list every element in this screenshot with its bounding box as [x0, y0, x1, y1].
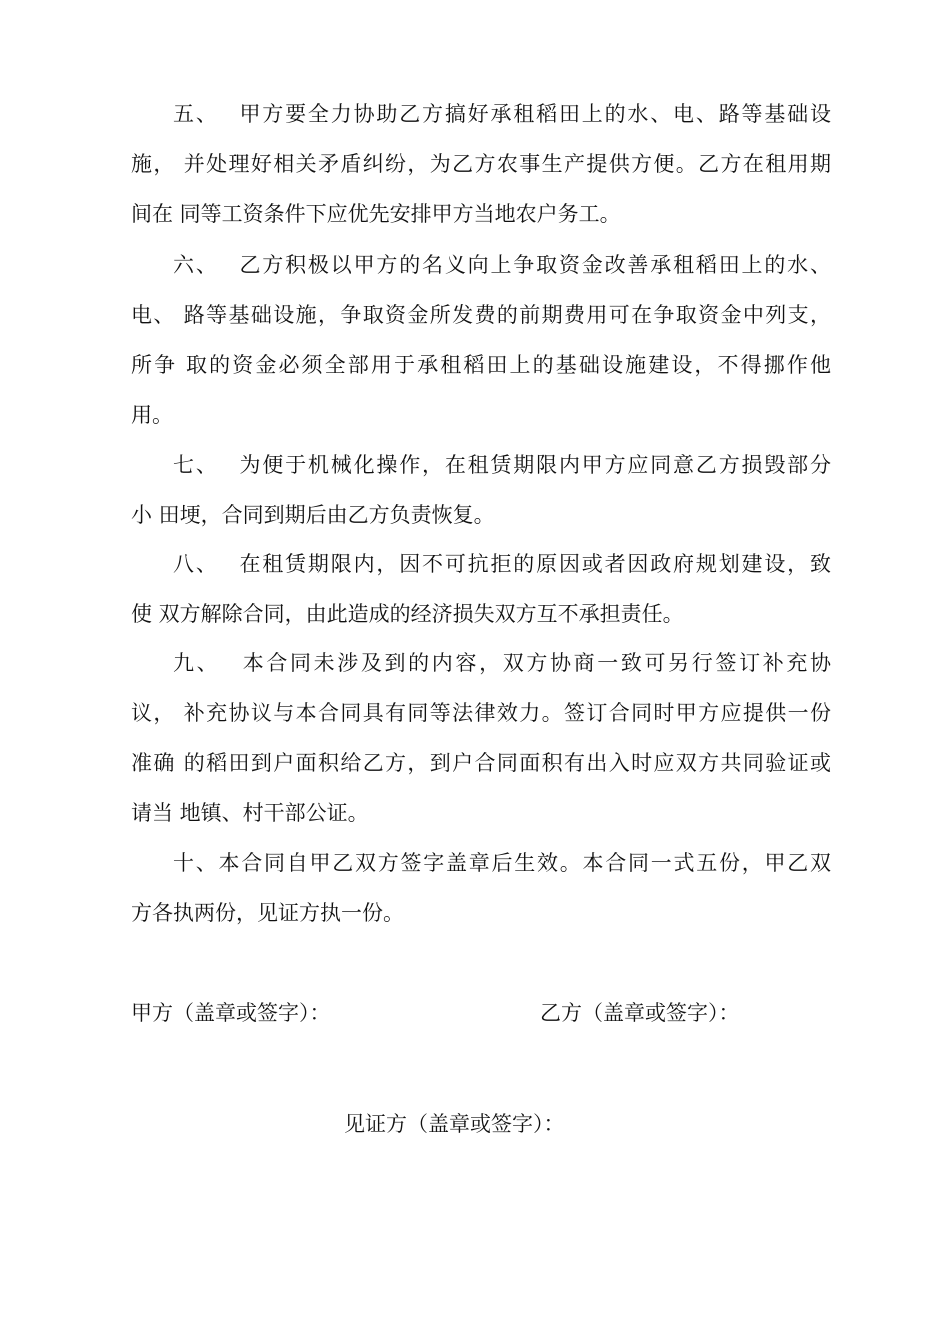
clause-6 — [131, 240, 831, 440]
clause-line: 五、 甲方要全力协助乙方搞好承租稻田上的水、电、路等基础设 — [173, 102, 831, 126]
clause-8 — [131, 539, 831, 639]
clause-line: 用。 — [131, 403, 173, 427]
clause-line: 九、 本合同未涉及到的内容，双方协商一致可另行签订补充协 — [173, 651, 831, 675]
party-b-signature-label: 乙方（盖章或签字）： — [540, 1001, 740, 1025]
clause-line: 小 田埂，合同到期后由乙方负责恢复。 — [131, 503, 495, 527]
witness-signature-label: 见证方（盖章或签字）： — [344, 1112, 565, 1136]
clause-line: 请当 地镇、村干部公证。 — [131, 801, 369, 825]
clause-line: 八、 在租赁期限内，因不可抗拒的原因或者因政府规划建设，致 — [173, 552, 831, 576]
clause-line: 准确 的稻田到户面积给乙方，到户合同面积有出入时应双方共同验证或 — [131, 751, 831, 775]
clause-line: 所争 取的资金必须全部用于承租稻田上的基础设施建设，不得挪作他 — [131, 353, 831, 377]
clause-5 — [131, 89, 831, 239]
clause-line: 电、 路等基础设施，争取资金所发费的前期费用可在争取资金中列支， — [131, 303, 831, 327]
clause-line: 六、 乙方积极以甲方的名义向上争取资金改善承租稻田上的水、 — [173, 253, 831, 277]
clause-10 — [131, 838, 831, 938]
clause-line: 间在 同等工资条件下应优先安排甲方当地农户务工。 — [131, 202, 621, 226]
party-a-signature-label: 甲方（盖章或签字）： — [131, 1001, 331, 1025]
clause-line: 使 双方解除合同，由此造成的经济损失双方互不承担责任。 — [131, 602, 684, 626]
clause-line: 施， 并处理好相关矛盾纠纷，为乙方农事生产提供方便。乙方在租用期 — [131, 152, 831, 176]
clause-line: 七、 为便于机械化操作，在租赁期限内甲方应同意乙方损毁部分 — [173, 453, 831, 477]
clause-9 — [131, 638, 831, 838]
clause-line: 方各执两份，见证方执一份。 — [131, 901, 404, 925]
clause-line: 议， 补充协议与本合同具有同等法律效力。签订合同时甲方应提供一份 — [131, 701, 831, 725]
clause-line: 十、本合同自甲乙双方签字盖章后生效。本合同一式五份，甲乙双 — [173, 851, 831, 875]
clause-7 — [131, 440, 831, 540]
